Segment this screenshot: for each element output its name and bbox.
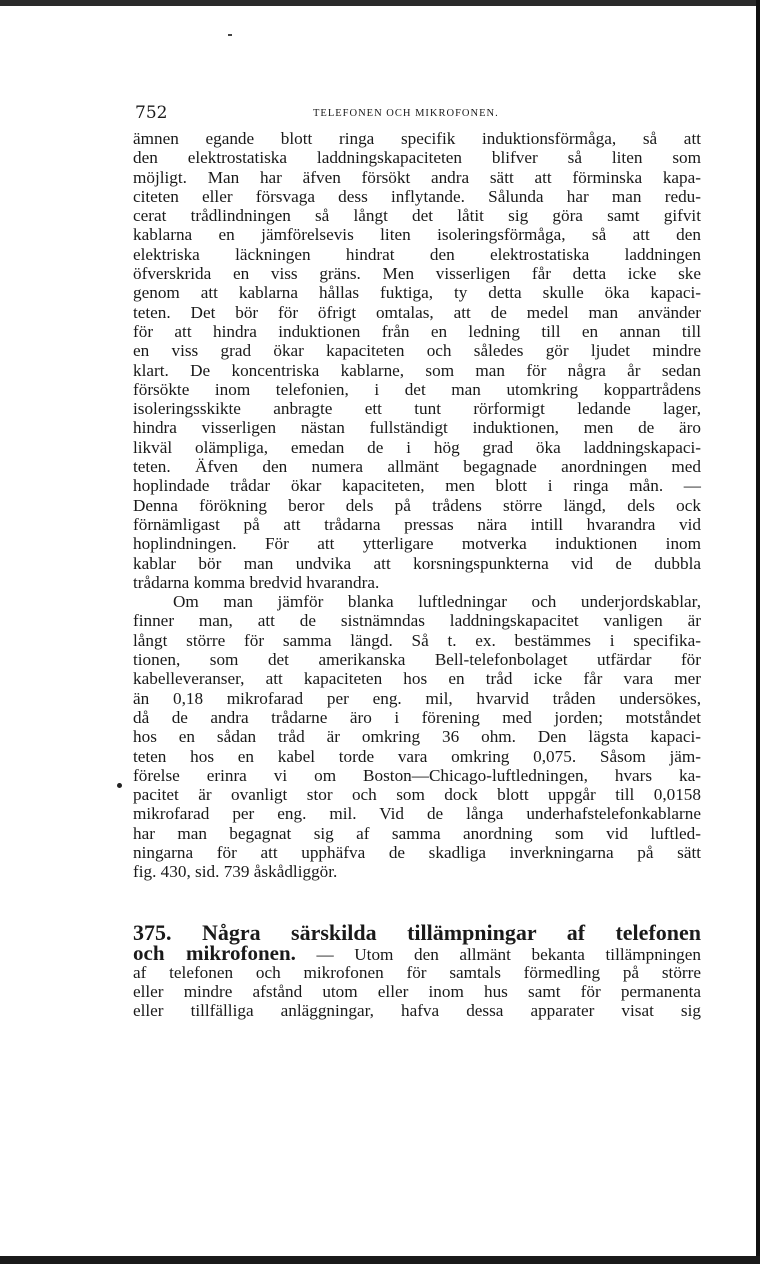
running-head: TELEFONEN OCH MIKROFONEN. <box>313 108 499 119</box>
text-line: eller tillfälliga anläggningar, hafva dessa apparater visat sig <box>133 1001 701 1021</box>
text-line: för att hindra induktionen från en ledning till en annan till <box>133 321 701 341</box>
section-heading: 375. Några särskilda tillämpningar af telefonen <box>133 919 701 945</box>
section-heading-bold: och mikrofonen. <box>133 940 296 965</box>
text-line: en viss grad ökar kapaciteten och således gör ljudet mindre <box>133 341 701 361</box>
text-line: kablarna en jämförelsevis liten isoleringsförmåga, så att den <box>133 225 701 245</box>
text-line: hoplindade trådar ökar kapaciteten, men blott i ringa mån. — <box>133 476 701 496</box>
text-line: elektriska läckningen hindrat den elektrostatiska laddningen <box>133 244 701 264</box>
text-line: eller mindre afstånd utom eller inom hus samt för permanenta <box>133 982 701 1002</box>
text-line: har man begagnat sig af samma anordning som vid luftled- <box>133 823 701 843</box>
page-number: 752 <box>135 103 168 123</box>
text-line: långt större för samma längd. Så t. ex. bestämmes i specifika- <box>133 630 701 650</box>
text-line: teten. Äfven den numera allmänt begagnade anordningen med <box>133 457 701 477</box>
text-line: hindra visserligen nästan fullständigt induktionen, men de äro <box>133 418 701 438</box>
scan-bottom-edge <box>0 1256 760 1264</box>
section-375 <box>133 921 701 1021</box>
text-line: än 0,18 mikrofarad per eng. mil, hvarvid tråden undersökes, <box>133 688 701 708</box>
section-spacer <box>133 882 701 921</box>
text-line: tionen, som det amerikanska Bell-telefonbolaget utfärdar för <box>133 650 701 670</box>
section-intro-text: — Utom den allmänt bekanta tillämpningen <box>295 944 701 964</box>
text-line: möjligt. Man har äfven försökt andra sätt att förminska kapa- <box>133 167 701 187</box>
text-line: öfverskrida en viss gräns. Men visserligen får detta icke ske <box>133 264 701 284</box>
text-line: Denna förökning beror dels på trådens större längd, dels ock <box>133 495 701 515</box>
text-line: hoplindningen. För att ytterligare motverka induktionen inom <box>133 534 701 554</box>
text-line: af telefonen och mikrofonen för samtals förmedling på större <box>133 962 701 982</box>
scan-top-edge <box>0 0 760 6</box>
section-heading-continuation <box>133 940 701 965</box>
text-line: förelse erinra vi om Boston—Chicago-luftledningen, hvars ka- <box>133 765 701 785</box>
text-line: teten hos en kabel torde vara omkring 0,075. Såsom jäm- <box>133 746 701 766</box>
text-line: likväl olämpliga, emedan de i hög grad öka laddningskapaci- <box>133 437 701 457</box>
text-line: hos en sådan tråd är omkring 36 ohm. Den lägsta kapaci- <box>133 727 701 747</box>
text-line: ningarna för att upphäfva de skadliga inverkningarna på sätt <box>133 842 701 862</box>
text-line: isoleringsskikte anbragte ett tunt rörformigt ledande lager, <box>133 399 701 419</box>
text-line: mikrofarad per eng. mil. Vid de långa underhafstelefonkablarne <box>133 804 701 824</box>
text-line: ämnen egande blott ringa specifik induktionsförmåga, så att <box>133 129 701 148</box>
scan-right-edge <box>756 0 760 1264</box>
margin-dot <box>117 783 122 788</box>
scan-mark <box>228 34 232 36</box>
text-line: citeten eller försvaga dess inflytande. Sålunda har man redu- <box>133 186 701 206</box>
text-line: då de andra trådarne äro i förening med jorden; motståndet <box>133 707 701 727</box>
text-line: cerat trådlindningen så långt det låtit sig göra samt gifvit <box>133 206 701 226</box>
text-line: Om man jämför blanka luftledningar och underjordskablar, <box>173 592 701 612</box>
book-page <box>133 103 701 1021</box>
text-line: genom att kablarna hållas fuktiga, ty detta skulle öka kapaci- <box>133 283 701 303</box>
text-line: klart. De koncentriska kablarne, som man för några år sedan <box>133 360 701 380</box>
text-line: trådarna komma bredvid hvarandra. <box>133 572 380 592</box>
text-line: fig. 430, sid. 739 åskådliggör. <box>133 862 338 882</box>
paragraph-continuation <box>133 129 701 592</box>
text-line: kabelleveranser, att kapaciteten hos en tråd icke får vara mer <box>133 669 701 689</box>
text-line: pacitet är ovanligt stor och som dock blott uppgår till 0,0158 <box>133 785 701 805</box>
text-line: kablar bör man undvika att korsningspunkterna vid de dubbla <box>133 553 701 573</box>
text-line: teten. Det bör för öfrigt omtalas, att de medel man använder <box>133 302 701 322</box>
text-line: den elektrostatiska laddningskapaciteten blifver så liten som <box>133 148 701 168</box>
text-line: försökte inom telefonien, i det man utomkring koppartrådens <box>133 379 701 399</box>
paragraph-cable-capacity <box>133 592 701 881</box>
text-line: förnämligast på att trådarna pressas nära intill hvarandra vid <box>133 514 701 534</box>
text-line: finner man, att de sistnämndas laddningskapacitet vanligen är <box>133 611 701 631</box>
page-header <box>133 103 701 129</box>
